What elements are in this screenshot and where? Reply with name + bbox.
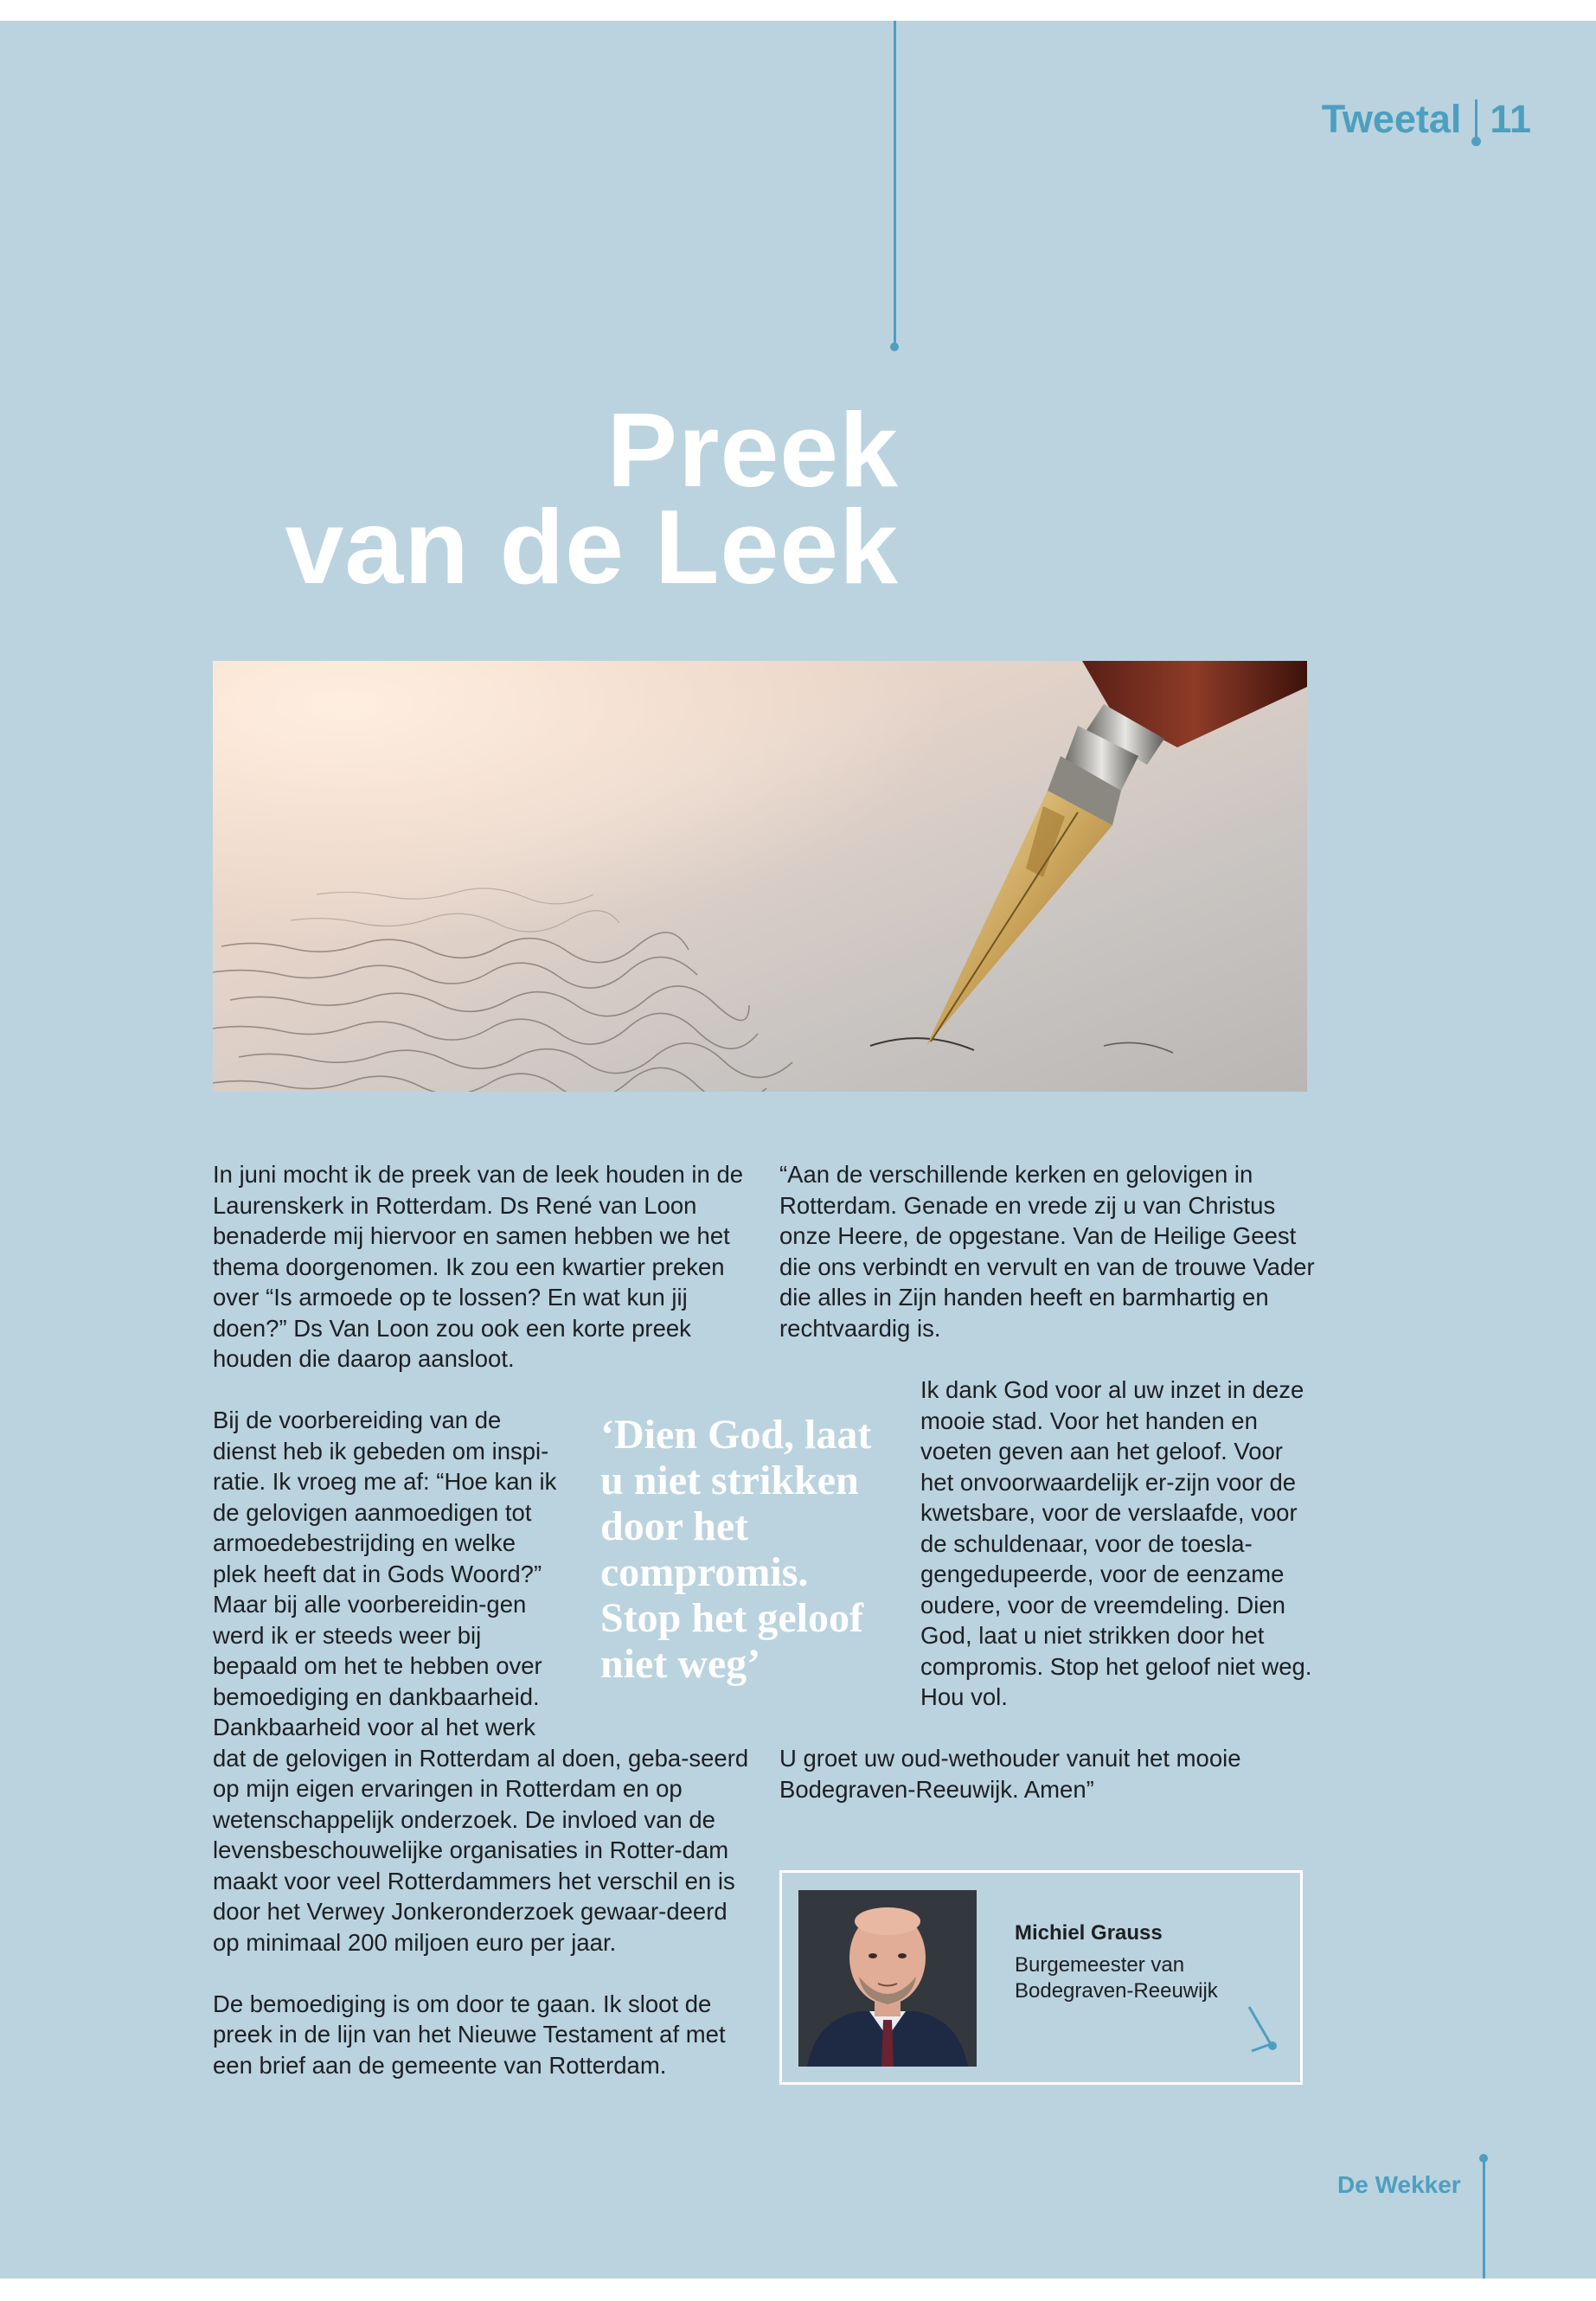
decorative-line-bottom [1483,2157,1485,2279]
title-line-1: Preek [606,391,899,509]
magazine-name: De Wekker [1337,2171,1461,2198]
right-column-bottom [779,1743,1316,1804]
right-paragraph-2: Ik dank God voor al uw inzet in deze mooie stad. Voor het handen en voeten geven aan het geloof. Voor het onvoorwaardelijk er-zijn voor de kwetsbare, voor de verslaafde, voor de schuldenaar, voor de toesla-gengedupeerde, voor de eenzame oudere, voor de vreemdeling. Dien God, laat u niet strikken door het compromis. Stop het geloof niet weg. Hou vol. [920,1376,1312,1710]
author-role: Burgemeester van Bodegraven-Reeuwijk [1015,1953,1218,2003]
author-box [779,1870,1303,2085]
fountain-pen-writing-image [213,661,1307,1092]
decorative-line-top [894,21,896,348]
section-name: Tweetal [1321,97,1462,141]
right-column-top [779,1159,1316,1343]
article-title [285,391,899,606]
decorative-line-icon [1245,2003,1279,2054]
right-paragraph-1: “Aan de verschillende kerken en gelovigen in Rotterdam. Genade en vrede zij u van Christus onze Heere, de opgestane. Van de Heilige Geest die ons verbindt en vervult en van de trouwe Vader die alles in Zijn handen heeft en barmhartig en rechtvaardig is. [779,1161,1315,1342]
left-paragraph-3: De bemoediging is om door te gaan. Ik sloot de preek in de lijn van het Nieuwe Testament af met een brief aan de gemeente van Rotterdam. [213,1990,726,2079]
title-line-2: van de Leek [285,488,899,606]
page-number: 11 [1490,97,1531,141]
decorative-dot-bottom [1479,2154,1488,2163]
author-portrait [798,1890,977,2067]
left-paragraph-2-start: Bij de voorbereiding van de dienst heb ik gebeden om inspi-ratie. Ik vroeg me af: “Hoe kan ik de gelovigen aanmoedigen tot armoedebestrijding en welke plek heeft dat in Gods Woord?” Maar bij alle voorbereidin-gen werd ik er steeds weer bij bepaald om het te hebben over bemoediging en dankbaarheid. Dankbaarheid voor al het werk [213,1407,557,1740]
header-divider [1475,99,1477,139]
author-name: Michiel Grauss [1015,1921,1163,1945]
decorative-dot-top [890,343,899,351]
right-paragraph-3: U groet uw oud-wethouder vanuit het mooie Bodegraven-Reeuwijk. Amen” [779,1745,1241,1803]
left-paragraph-2-end: dat de gelovigen in Rotterdam al doen, geba-seerd op mijn eigen ervaringen in Rotterdam en op wetenschappelijk onderzoek. De invloed van de levensbeschouwelijke organisaties in Rotter-dam maakt voor veel Rotterdammers het verschil en is door het Verwey Jonkeronderzoek gewaar-deerd op minimaal 200 miljoen euro per jaar. [213,1744,749,1956]
right-column-middle [920,1375,1318,1713]
left-paragraph-1: In juni mocht ik de preek van de leek houden in de Laurenskerk in Rotterdam. Ds René van Loon benaderde mij hiervoor en samen hebben we het thema doorgenomen. Ik zou een kwartier preken over “Is armoede op te lossen? En wat kun jij doen?” Ds Van Loon zou ook een korte preek houden die daarop aansloot. [213,1161,744,1372]
page-header [1322,97,1531,142]
magazine-page [0,21,1596,2279]
pull-quote: ‘Dien God, laat u niet strikken door het compromis. Stop het geloof niet weg’ [600,1412,872,1687]
